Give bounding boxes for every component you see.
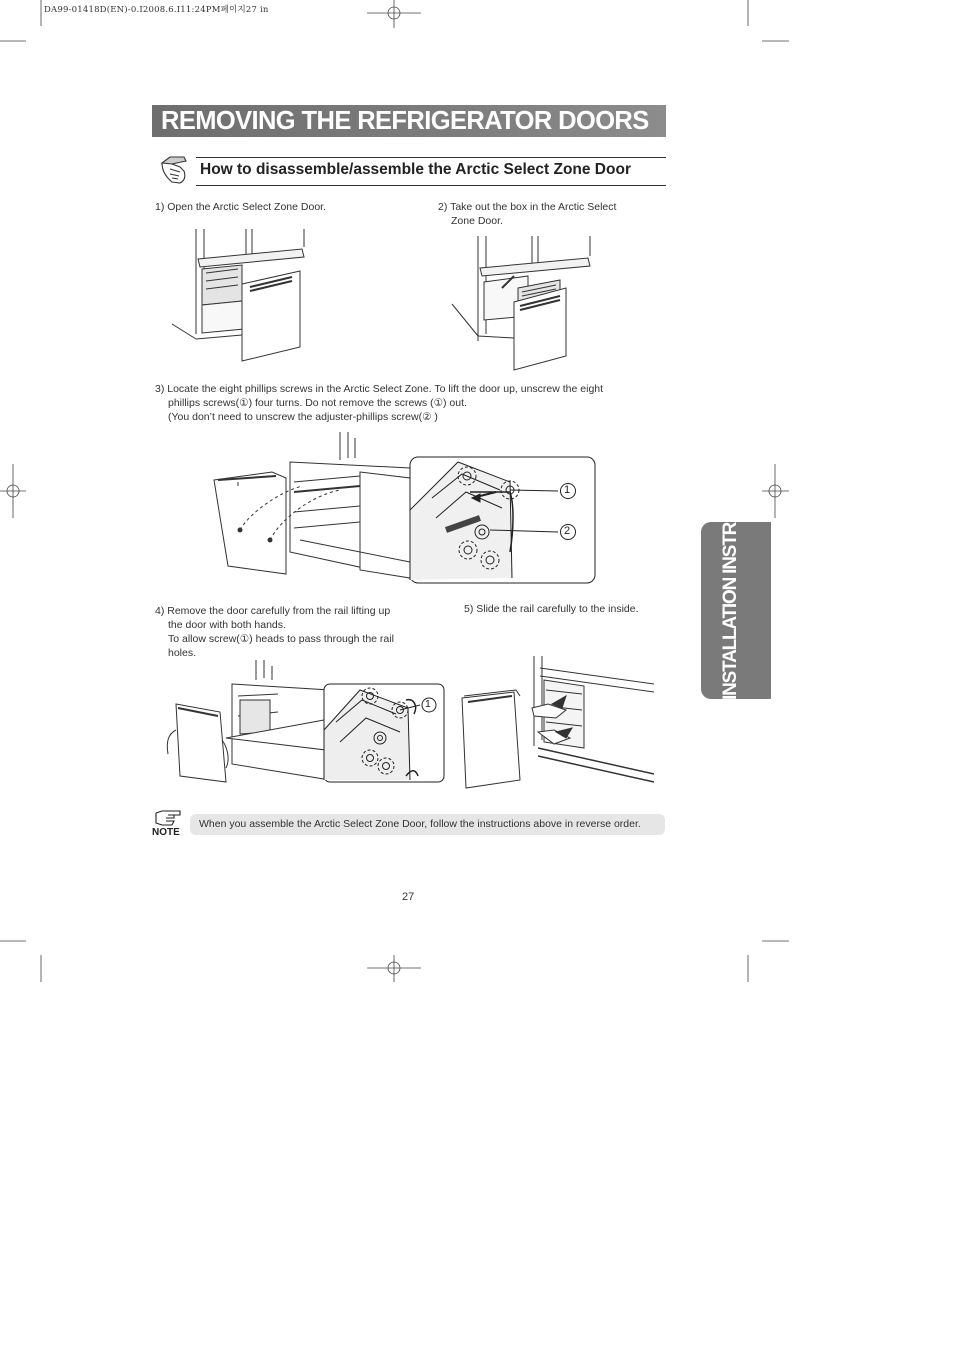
- step-4-line-4: holes.: [168, 647, 197, 659]
- step-4-line-1: 4) Remove the door carefully from the rail lifting up: [155, 605, 391, 617]
- step-1-text: 1) Open the Arctic Select Zone Door.: [155, 201, 327, 213]
- step-2-line-1: 2) Take out the box in the Arctic Select: [438, 201, 617, 213]
- note-hand-icon: [154, 809, 182, 827]
- section-subtitle: How to disassemble/assemble the Arctic Select Zone Door: [200, 161, 631, 178]
- step-3-line-2: phillips screws(①) four turns. Do not remove the screws (①) out.: [168, 397, 467, 409]
- step-5-illustration: [458, 656, 658, 792]
- subtitle-bottom-rule: [196, 185, 666, 186]
- callout-label-3: 1: [425, 698, 431, 710]
- step-4-text: [155, 604, 423, 660]
- step-2-text: [438, 200, 616, 228]
- hand-pointer-icon: [158, 155, 192, 187]
- step-5-text: 5) Slide the rail carefully to the inside.: [464, 603, 639, 615]
- step-2-line-2: Zone Door.: [451, 215, 503, 227]
- step-4-line-3: To allow screw(①) heads to pass through the rail: [168, 633, 394, 645]
- note-text: When you assemble the Arctic Select Zone Door, follow the instructions above in reverse order.: [199, 818, 641, 830]
- step-3-line-3: (You don’t need to unscrew the adjuster-phillips screw(② ): [168, 411, 438, 423]
- page-number: 27: [402, 891, 415, 903]
- step-3-illustration: [210, 432, 600, 584]
- step-4-line-2: the door with both hands.: [168, 619, 286, 631]
- page-title: REMOVING THE REFRIGERATOR DOORS: [161, 107, 649, 135]
- step-1-illustration: [172, 229, 312, 364]
- step-4-illustration: [160, 660, 455, 790]
- side-tab-label: INSTALLATION INSTRUCTIONS: [720, 445, 741, 700]
- step-2-illustration: [452, 236, 597, 371]
- callout-label-2: 2: [564, 525, 571, 537]
- note-label: NOTE: [152, 827, 180, 838]
- step-3-line-1: 3) Locate the eight phillips screws in the Arctic Select Zone. To lift the door up, unscrew the eight: [155, 383, 604, 395]
- file-header: DA99-01418D(EN)-0.I2008.6.I11:24PM페이지27 in: [44, 5, 269, 15]
- subtitle-top-rule: [196, 157, 666, 158]
- callout-label-1: 1: [564, 484, 571, 496]
- step-3-text: [155, 382, 603, 424]
